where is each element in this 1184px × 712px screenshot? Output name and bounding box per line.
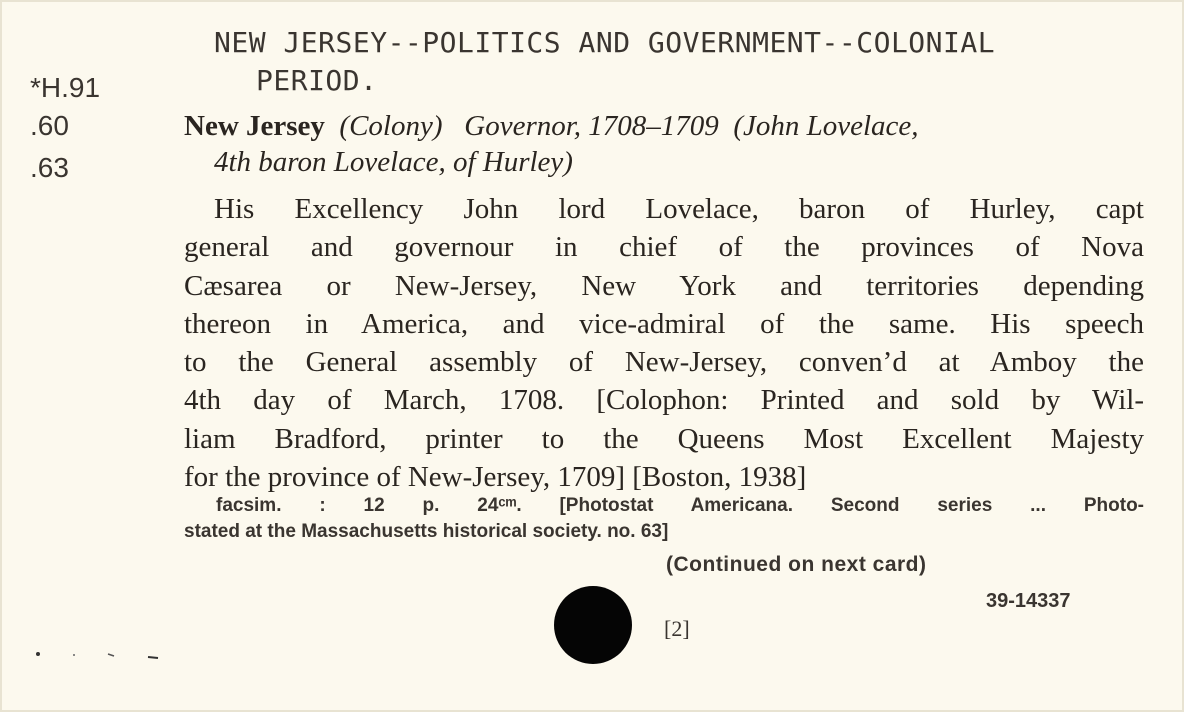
main-entry: [184, 106, 1144, 146]
call-number-line1: *H.91: [30, 72, 101, 103]
call-number-line2: .60: [30, 110, 69, 141]
punch-hole: [554, 586, 632, 664]
title-line: liam Bradford, printer to the Queens Most Excellent Majesty: [184, 422, 1144, 455]
continued-note: (Continued on next card): [666, 553, 927, 576]
subject-heading-line2: PERIOD.: [256, 64, 378, 97]
ink-specks: [30, 648, 170, 668]
card-number: 39-14337: [986, 590, 1071, 612]
title-line: general and governour in chief of the provinces of Nova: [184, 231, 1144, 264]
call-number-line3: .63: [30, 152, 69, 183]
title-line: for the province of New-Jersey, 1709] [Boston, 1938]: [184, 461, 807, 494]
main-entry-colony: (Colony): [339, 110, 443, 142]
title-line: to the General assembly of New-Jersey, conven’d at Amboy the: [184, 346, 1144, 379]
main-entry-office: Governor, 1708–1709: [464, 110, 719, 142]
collation: [184, 493, 1144, 545]
collation-line: facsim. : 12 p. 24ᶜᵐ. [Photostat Americana. Second series ... Photo-: [216, 495, 1144, 516]
card-sequence: [2]: [664, 616, 690, 641]
main-entry-person: (John Lovelace,: [733, 110, 919, 142]
subject-heading-line1: NEW JERSEY--POLITICS AND GOVERNMENT--COLONIAL: [214, 26, 996, 59]
collation-line: stated at the Massachusetts historical society. no. 63]: [184, 521, 669, 542]
main-entry-name: New Jersey: [184, 110, 325, 142]
title-statement: [184, 190, 1144, 496]
main-entry-person-continued: 4th baron Lovelace, of Hurley): [214, 146, 573, 178]
title-line: His Excellency John lord Lovelace, baron of Hurley, capt: [214, 193, 1144, 225]
title-line: thereon in America, and vice-admiral of the same. His speech: [184, 307, 1144, 340]
title-line: Cæsarea or New-Jersey, New York and territories depending: [184, 269, 1144, 302]
title-line: 4th day of March, 1708. [Colophon: Printed and sold by Wil-: [184, 384, 1144, 417]
